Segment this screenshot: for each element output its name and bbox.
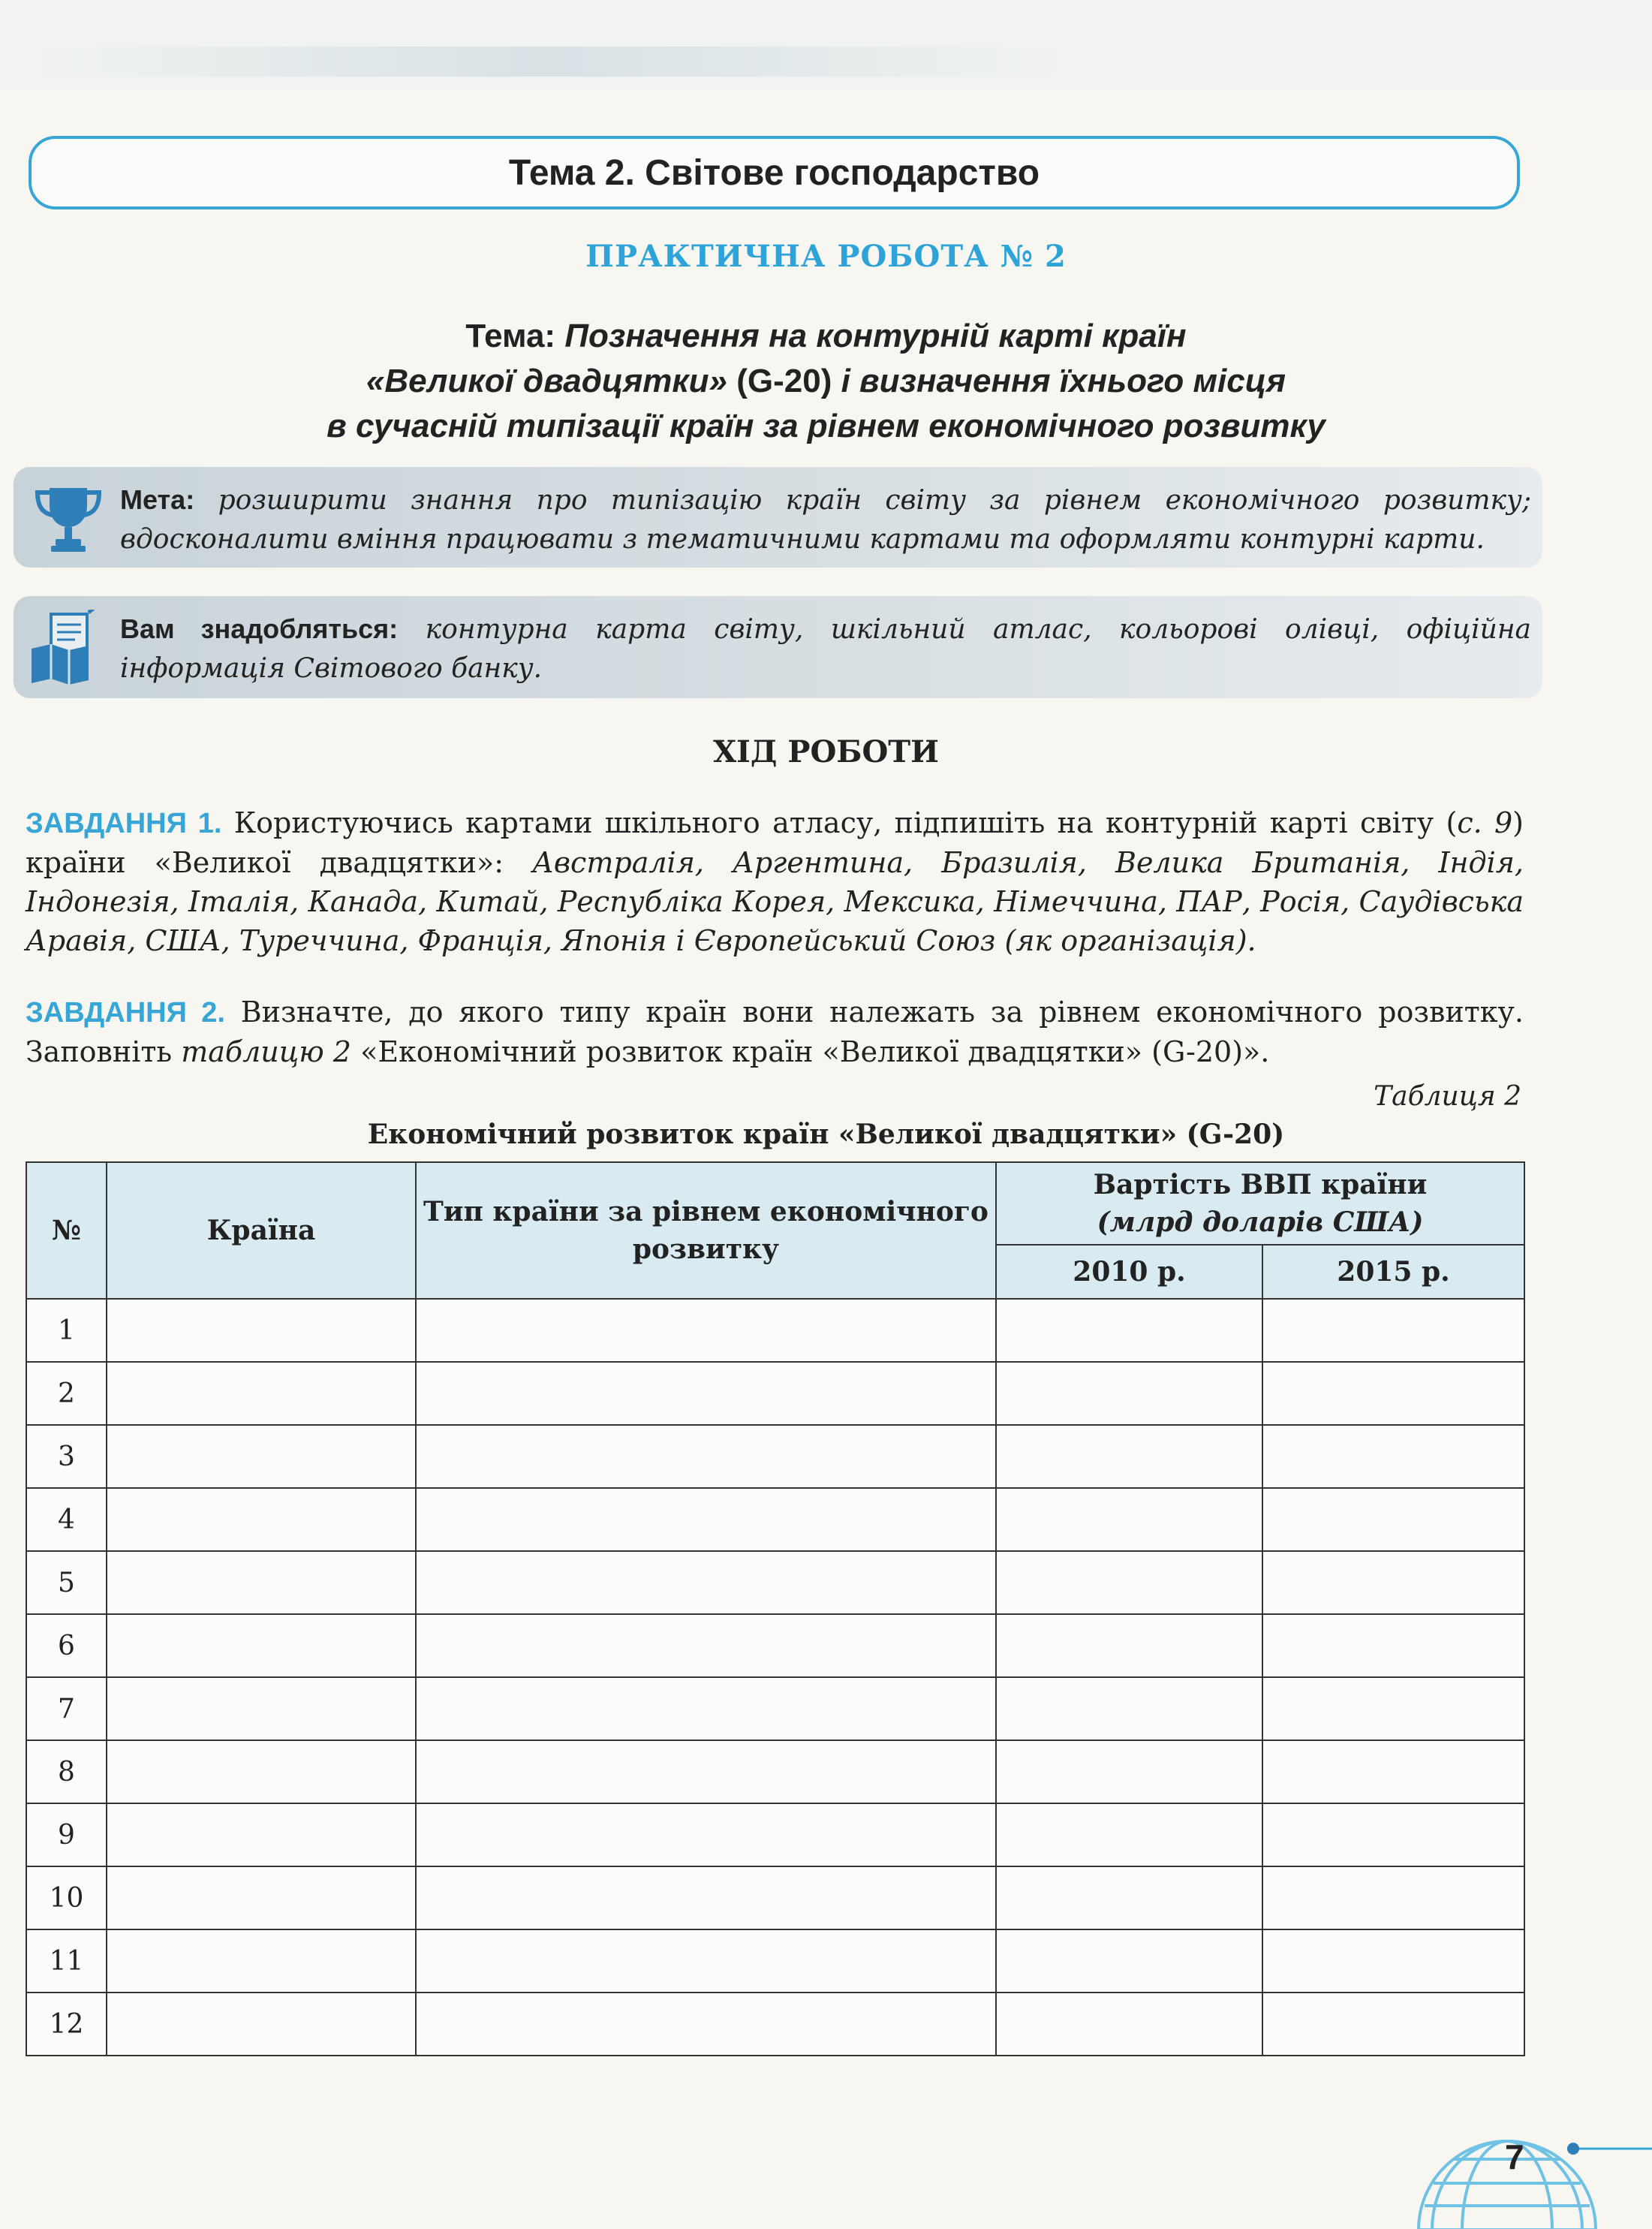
gdp-2015-cell[interactable] bbox=[1262, 1488, 1524, 1551]
table-row bbox=[26, 1362, 1524, 1425]
header-gdp bbox=[996, 1162, 1524, 1245]
row-number-cell: 7 bbox=[26, 1677, 107, 1740]
country-cell[interactable] bbox=[107, 1425, 416, 1488]
trophy-icon bbox=[29, 480, 108, 556]
gdp-2010-cell[interactable] bbox=[996, 1299, 1262, 1362]
gdp-2015-cell[interactable] bbox=[1262, 1362, 1524, 1425]
country-cell[interactable] bbox=[107, 1740, 416, 1803]
row-number-cell: 3 bbox=[26, 1425, 107, 1488]
table-row bbox=[26, 1614, 1524, 1677]
country-cell[interactable] bbox=[107, 1803, 416, 1866]
goal-panel bbox=[14, 467, 1542, 568]
country-cell[interactable] bbox=[107, 1677, 416, 1740]
country-type-cell[interactable] bbox=[416, 1551, 996, 1614]
gdp-2010-cell[interactable] bbox=[996, 1929, 1262, 1993]
gdp-2010-cell[interactable] bbox=[996, 1551, 1262, 1614]
goal-text-block bbox=[120, 480, 1531, 559]
gdp-2010-cell[interactable] bbox=[996, 1740, 1262, 1803]
supplies-icon bbox=[29, 610, 108, 685]
gdp-2010-cell[interactable] bbox=[996, 1488, 1262, 1551]
header-year-2015: 2015 р. bbox=[1262, 1245, 1524, 1299]
country-cell[interactable] bbox=[107, 1488, 416, 1551]
task1-page-ref: с. 9 bbox=[1457, 806, 1513, 839]
country-cell[interactable] bbox=[107, 1362, 416, 1425]
topic-line2-code: (G-20) bbox=[736, 363, 832, 399]
table-row bbox=[26, 1993, 1524, 2056]
topic-lead: Тема: bbox=[465, 318, 556, 354]
task1-text-b: ) країни «Великої двадцятки»: bbox=[26, 806, 1524, 879]
row-number-cell: 12 bbox=[26, 1993, 107, 2056]
header-year-2010: 2010 р. bbox=[996, 1245, 1262, 1299]
gdp-2010-cell[interactable] bbox=[996, 1866, 1262, 1929]
country-type-cell[interactable] bbox=[416, 1677, 996, 1740]
gdp-2015-cell[interactable] bbox=[1262, 1299, 1524, 1362]
gdp-2010-cell[interactable] bbox=[996, 1614, 1262, 1677]
row-number-cell: 5 bbox=[26, 1551, 107, 1614]
needs-text-block bbox=[120, 610, 1531, 688]
topic-line-3 bbox=[0, 404, 1652, 449]
topic-line-1 bbox=[0, 314, 1652, 359]
topic-line2-italic: «Великої двадцятки» bbox=[366, 363, 728, 399]
country-cell[interactable] bbox=[107, 1929, 416, 1993]
gdp-2015-cell[interactable] bbox=[1262, 1677, 1524, 1740]
country-type-cell[interactable] bbox=[416, 1425, 996, 1488]
table-number: Таблиця 2 bbox=[1374, 1081, 1521, 1112]
country-cell[interactable] bbox=[107, 1299, 416, 1362]
gdp-2015-cell[interactable] bbox=[1262, 1866, 1524, 1929]
row-number-cell: 11 bbox=[26, 1929, 107, 1993]
gdp-2010-cell[interactable] bbox=[996, 1993, 1262, 2056]
gdp-2010-cell[interactable] bbox=[996, 1803, 1262, 1866]
table-body bbox=[26, 1299, 1524, 2056]
topic-line3-text: в сучасній типізації країн за рівнем економічного розвитку bbox=[326, 408, 1326, 444]
topic-block bbox=[0, 314, 1652, 449]
row-number-cell: 10 bbox=[26, 1866, 107, 1929]
header-country: Країна bbox=[107, 1162, 416, 1299]
country-type-cell[interactable] bbox=[416, 1993, 996, 2056]
country-type-cell[interactable] bbox=[416, 1929, 996, 1993]
needs-label: Вам знадобляться: bbox=[120, 613, 399, 644]
header-gdp-title: Вартість ВВП країни bbox=[1093, 1169, 1428, 1200]
task-2 bbox=[26, 993, 1524, 1071]
row-number-cell: 2 bbox=[26, 1362, 107, 1425]
row-number-cell: 8 bbox=[26, 1740, 107, 1803]
task2-text-b: «Економічний розвиток країн «Великої двадцятки» (G-20)». bbox=[351, 1035, 1270, 1068]
table-row bbox=[26, 1551, 1524, 1614]
topic-line1-text: Позначення на контурній карті країн bbox=[564, 318, 1187, 354]
gdp-2015-cell[interactable] bbox=[1262, 1993, 1524, 2056]
task1-label: ЗАВДАННЯ 1. bbox=[26, 808, 222, 839]
country-type-cell[interactable] bbox=[416, 1299, 996, 1362]
gdp-2010-cell[interactable] bbox=[996, 1362, 1262, 1425]
task2-text-a: Визначте, до якого типу країн вони належать за рівнем економічного розвитку. Заповніть bbox=[26, 996, 1524, 1068]
table-row bbox=[26, 1677, 1524, 1740]
header-country-type: Тип країни за рівнем економічного розвитку bbox=[416, 1162, 996, 1299]
table-row bbox=[26, 1299, 1524, 1362]
needs-text: контурна карта світу, шкільний атлас, кольорові олівці, офіційна інформація Світового банку. bbox=[120, 614, 1531, 684]
country-type-cell[interactable] bbox=[416, 1866, 996, 1929]
country-type-cell[interactable] bbox=[416, 1488, 996, 1551]
row-number-cell: 6 bbox=[26, 1614, 107, 1677]
gdp-2015-cell[interactable] bbox=[1262, 1614, 1524, 1677]
needs-panel bbox=[14, 596, 1542, 698]
gdp-2015-cell[interactable] bbox=[1262, 1803, 1524, 1866]
gdp-2010-cell[interactable] bbox=[996, 1677, 1262, 1740]
running-header-ghost bbox=[30, 47, 1066, 77]
task2-table-ref: таблицю 2 bbox=[181, 1035, 351, 1068]
gdp-2015-cell[interactable] bbox=[1262, 1929, 1524, 1993]
table-row bbox=[26, 1929, 1524, 1993]
topic-line-2 bbox=[0, 359, 1652, 404]
country-cell[interactable] bbox=[107, 1866, 416, 1929]
table-row bbox=[26, 1866, 1524, 1929]
procedure-heading: ХІД РОБОТИ bbox=[713, 734, 939, 770]
table-row bbox=[26, 1488, 1524, 1551]
top-margin-band bbox=[0, 0, 1652, 90]
table-row bbox=[26, 1425, 1524, 1488]
g20-table bbox=[26, 1161, 1525, 2056]
country-cell[interactable] bbox=[107, 1551, 416, 1614]
task-1 bbox=[26, 803, 1524, 960]
table-row bbox=[26, 1803, 1524, 1866]
gdp-2010-cell[interactable] bbox=[996, 1425, 1262, 1488]
row-number-cell: 4 bbox=[26, 1488, 107, 1551]
country-type-cell[interactable] bbox=[416, 1803, 996, 1866]
gdp-2015-cell[interactable] bbox=[1262, 1551, 1524, 1614]
country-cell[interactable] bbox=[107, 1993, 416, 2056]
goal-text: розширити знання про типізацію країн світу за рівнем економічного розвитку; вдосконалити вміння працювати з тематичними картами та оформляти контурні карти. bbox=[120, 485, 1531, 555]
table-caption: Економічний розвиток країн «Великої двадцятки» (G-20) bbox=[367, 1119, 1285, 1150]
task2-label: ЗАВДАННЯ 2. bbox=[26, 997, 225, 1029]
topic-line2-rest: і визначення їхнього місця bbox=[841, 363, 1286, 399]
country-type-cell[interactable] bbox=[416, 1614, 996, 1677]
country-cell[interactable] bbox=[107, 1614, 416, 1677]
country-type-cell[interactable] bbox=[416, 1362, 996, 1425]
theme-title: Тема 2. Світове господарство bbox=[508, 152, 1040, 193]
practical-work-title: ПРАКТИЧНА РОБОТА № 2 bbox=[585, 239, 1067, 274]
gdp-2015-cell[interactable] bbox=[1262, 1740, 1524, 1803]
theme-banner bbox=[29, 136, 1520, 209]
row-number-cell: 9 bbox=[26, 1803, 107, 1866]
task1-countries: Австралія, Аргентина, Бразилія, Велика Британія, Індія, Індонезія, Італія, Канада, Китай, Республіка Корея, Мексика, Німеччина, ПАР, Росія, Саудівська Аравія, США, Туреччина, Франція, Японія і Європейський Союз (як організація). bbox=[26, 846, 1524, 957]
header-number: № bbox=[26, 1162, 107, 1299]
gdp-2015-cell[interactable] bbox=[1262, 1425, 1524, 1488]
country-type-cell[interactable] bbox=[416, 1740, 996, 1803]
goal-label: Мета: bbox=[120, 484, 195, 515]
task1-text-a: Користуючись картами шкільного атласу, підпишіть на контурній карті світу ( bbox=[233, 806, 1458, 839]
table-row bbox=[26, 1740, 1524, 1803]
header-gdp-units: (млрд доларів США) bbox=[1097, 1206, 1424, 1238]
row-number-cell: 1 bbox=[26, 1299, 107, 1362]
page-number: 7 bbox=[1505, 2137, 1524, 2176]
